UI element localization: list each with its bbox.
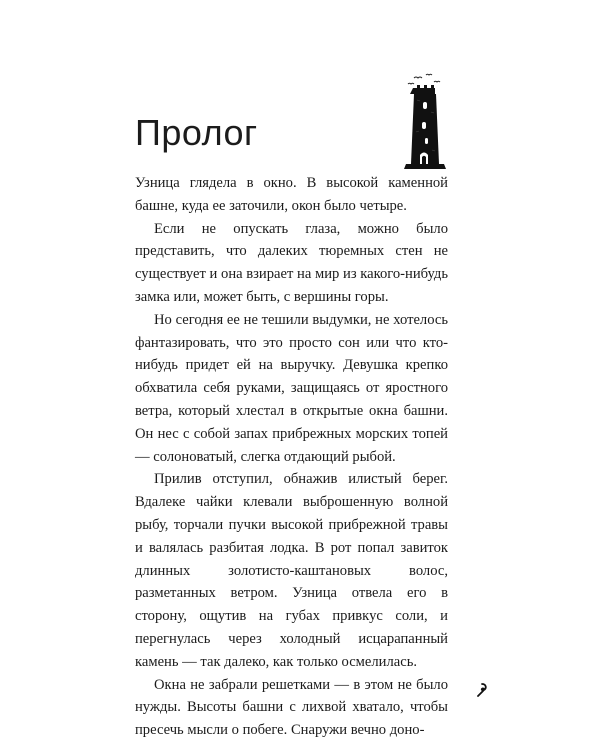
chapter-title: Пролог [135,112,258,153]
paragraph: Прилив отступил, обнажив илистый берег. Вдалеке чайки клевали выброшенную волной рыбу, торчали пучки высокой прибрежной травы и валялась разбитая лодка. В рот попал завиток длинных золотисто-каштановых волос, разметанных ветром. Узница отвела его в сторону, ощутив на губах привкус соли, и перегнулась через холодный исцарапанный камень — так далеко, как только осмелилась. [135,471,448,670]
paragraph: Окна не забрали решетками — в этом не было нужды. Высоты башни с лихвой хватало, чтобы пресечь мысли о побеге. Снаружи вечно доно- [135,676,448,739]
paragraph: Но сегодня ее не тешили выдумки, не хотелось фантазировать, что это просто сон или что кто-нибудь придет ей на выручку. Девушка крепко обхватила себя руками, защищаясь от яростного ветра, который хлестал в открытые окна башни. Он нес с собой запах прибрежных морских топей — солоноватый, слегка отдающий рыбой. [135,311,448,465]
paragraph: Если не опускать глаза, можно было представить, что далеких тюремных стен не существует и она взирает на мир из какого-нибудь замка или, может быть, с вершины горы. [135,220,448,305]
ornament-icon [476,683,488,697]
tower-icon [396,72,452,170]
chapter-text [135,172,448,742]
paragraph: Узница глядела в окно. В высокой каменной башне, куда ее заточили, окон было четыре. [135,175,448,214]
